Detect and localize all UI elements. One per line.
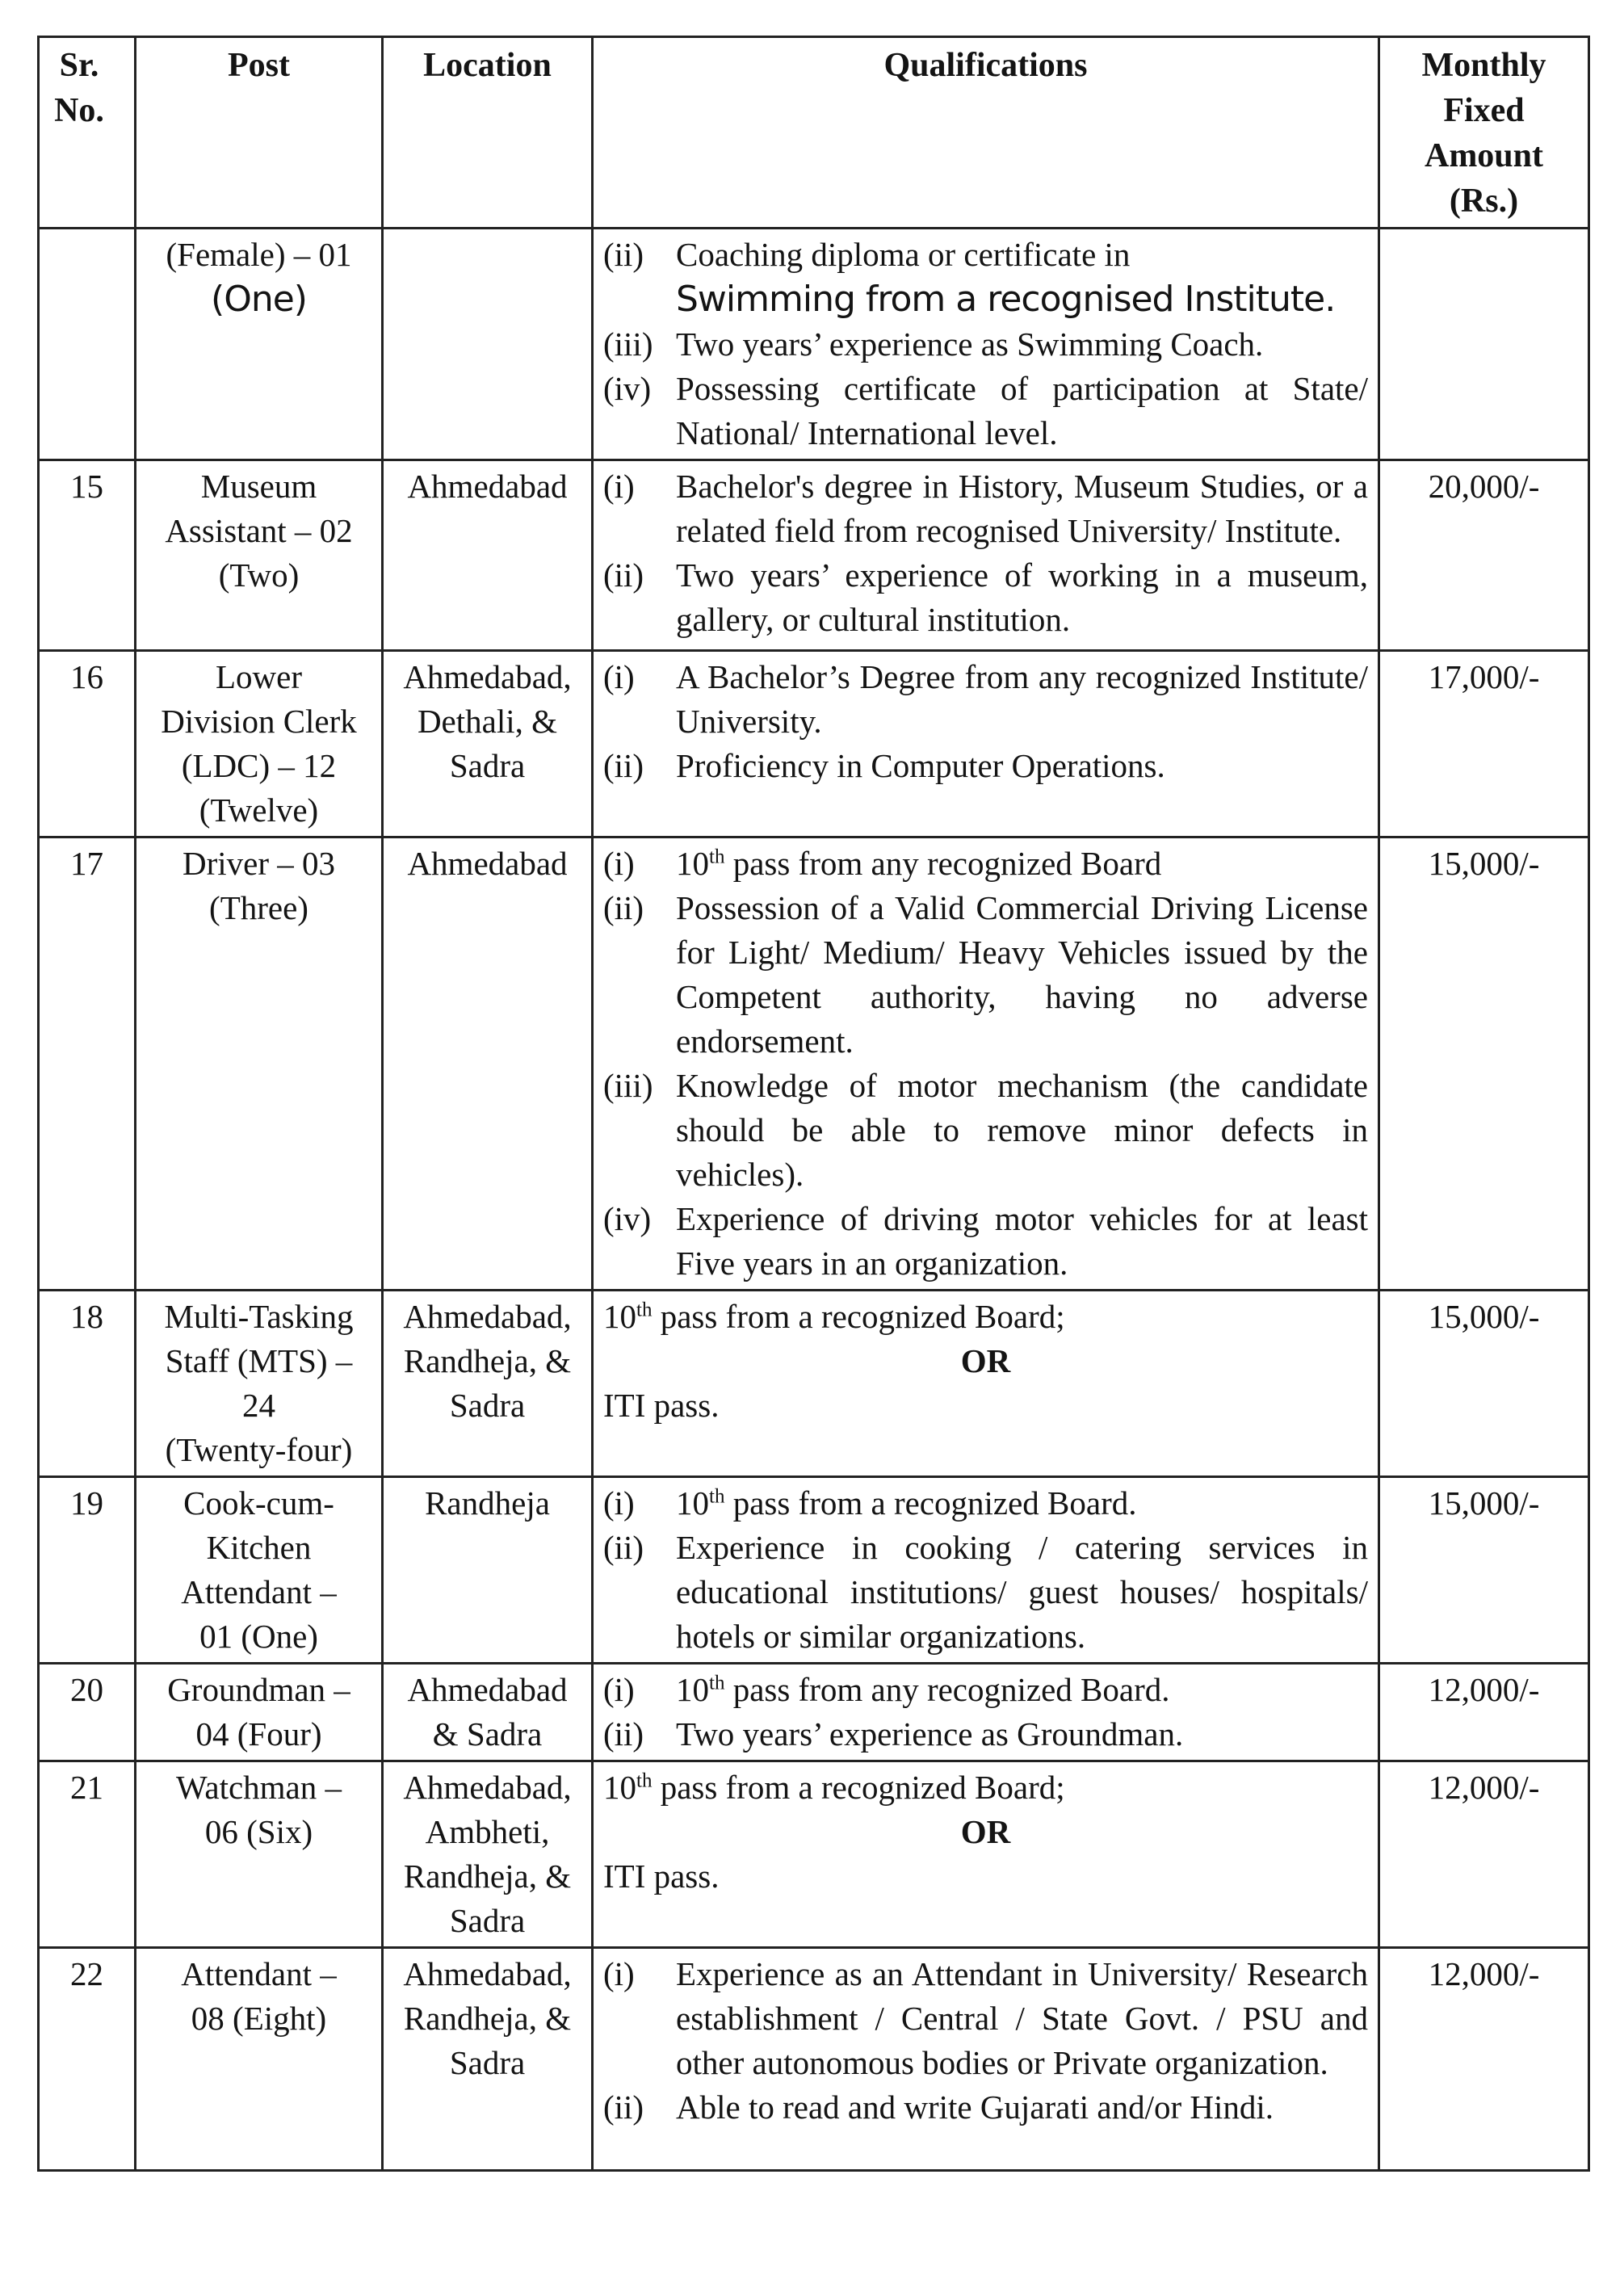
post-line: Lower [215,658,302,695]
ordinal-suffix: th [636,1299,653,1321]
qualification-marker: (ii) [603,1715,644,1753]
header-post: Post [136,37,383,229]
qualification-text [676,1712,1368,1757]
qualification-text [676,464,1368,553]
qualification-marker: (i) [603,658,635,695]
sr-no-cell: 21 [39,1761,136,1948]
qualification-marker: (ii) [603,747,644,784]
sr-no-cell: 17 [39,837,136,1291]
location-cell: Ahmedabad, Randheja, & Sadra [383,1291,593,1477]
qualification-marker: (iv) [603,370,652,407]
post-line: (LDC) – 12 [181,747,337,784]
amount-cell: 12,000/- [1379,1664,1589,1761]
table-row [39,1291,1589,1477]
post-line: (Twelve) [199,791,319,829]
alternative-text: pass from a recognized Board; [652,1298,1065,1335]
qualification-item [603,1668,1368,1712]
post-cell [136,460,383,651]
ordinal-number: 10 [603,1298,636,1335]
qualification-text [676,1526,1368,1659]
qualification-text-main: Possession of a Valid Commercial Driving License for Light/ Medium/ Heavy Vehicles issued by the Competent authority, having no adverse endorsement. [676,889,1368,1060]
recruitment-table [37,36,1590,2172]
qualification-text [676,233,1368,322]
post-line: Multi-Tasking [164,1298,354,1335]
qualifications-cell [593,651,1379,837]
amount-cell [1379,229,1589,460]
post-line: Kitchen [206,1529,312,1566]
qualification-text-main: Possessing certificate of participation at State/ National/ International level. [676,370,1368,451]
qualification-text [676,842,1368,886]
qualification-text [676,367,1368,455]
qualification-marker: (ii) [603,1529,644,1566]
qualifications-cell [593,460,1379,651]
amount-cell: 15,000/- [1379,1477,1589,1664]
location-cell [383,229,593,460]
ordinal-suffix: th [709,1485,725,1508]
qualification-text-main: Experience of driving motor vehicles for at least Five years in an organization. [676,1200,1368,1282]
location-cell: Ahmedabad, Ambheti, Randheja, & Sadra [383,1761,593,1948]
ordinal-number: 10 [676,845,709,882]
table-body [39,229,1589,2171]
qualifications-cell [593,1761,1379,1948]
qualification-text-rest: pass from a recognized Board. [724,1484,1137,1522]
post-line: 24 [242,1387,275,1424]
qualification-item [603,322,1368,367]
qualifications-cell [593,1291,1379,1477]
ordinal-number: 10 [676,1484,709,1522]
post-cell [136,1948,383,2171]
post-cell [136,1761,383,1948]
alternative-line-1 [603,1295,1368,1339]
post-line: (Two) [218,556,300,594]
amount-cell: 17,000/- [1379,651,1589,837]
sr-no-cell: 19 [39,1477,136,1664]
qualification-text [676,1668,1368,1712]
qualification-text-main: Knowledge of motor mechanism (the candidate should be able to remove minor defects in vehicles). [676,1067,1368,1193]
qualification-marker: (i) [603,1671,635,1708]
qualification-item [603,464,1368,553]
qualification-text-main: A Bachelor’s Degree from any recognized Institute/ University. [676,658,1368,740]
amount-cell: 15,000/- [1379,837,1589,1291]
qualification-item [603,1526,1368,1659]
sr-no-cell: 18 [39,1291,136,1477]
qualifications-cell [593,837,1379,1291]
post-line: Attendant – [181,1573,337,1610]
post-line: Division Clerk [161,703,357,740]
post-cell [136,651,383,837]
sr-no-cell: 15 [39,460,136,651]
header-amount: Monthly Fixed Amount (Rs.) [1379,37,1589,229]
post-line: (One) [211,279,307,320]
ordinal-suffix: th [709,1672,725,1694]
location-cell: Ahmedabad & Sadra [383,1664,593,1761]
table-row [39,1948,1589,2171]
post-cell [136,1291,383,1477]
qualification-text [676,655,1368,744]
qualification-item [603,553,1368,642]
ordinal-suffix: th [709,846,725,868]
qualification-item [603,886,1368,1064]
qualification-item [603,1952,1368,2085]
qualification-marker: (ii) [603,236,644,273]
qualification-item [603,2085,1368,2130]
qualification-text-rest: pass from any recognized Board [724,845,1162,882]
post-line: 06 (Six) [204,1813,313,1850]
header-qualifications: Qualifications [593,37,1379,229]
qualification-text-main: Bachelor's degree in History, Museum Studies, or a related field from recognised University/ Institute. [676,468,1368,549]
amount-cell: 12,000/- [1379,1948,1589,2171]
qualification-text [676,322,1368,367]
qualification-text [676,886,1368,1064]
table-row [39,1761,1589,1948]
qualification-text-handwritten: Swimming from a recognised Institute. [676,279,1336,320]
location-cell: Ahmedabad, Randheja, & Sadra [383,1948,593,2171]
sr-no-cell [39,229,136,460]
post-line: Attendant – [181,1955,337,1992]
location-cell: Ahmedabad [383,837,593,1291]
ordinal-suffix: th [636,1769,653,1792]
qualifications-cell [593,1948,1379,2171]
qualification-text-main: Experience as an Attendant in University/ Research establishment / Central / State Govt. / PSU and other autonomous bodies or Private organization. [676,1955,1368,2081]
header-location: Location [383,37,593,229]
qualification-marker: (iii) [603,325,653,363]
qualification-text-main: Two years’ experience of working in a museum, gallery, or cultural institution. [676,556,1368,638]
qualification-marker: (iii) [603,1067,653,1104]
table-row [39,229,1589,460]
qualification-marker: (ii) [603,556,644,594]
qualification-text-rest: pass from any recognized Board. [724,1671,1170,1708]
qualification-item [603,744,1368,788]
table-row [39,460,1589,651]
ordinal-number: 10 [676,1671,709,1708]
qualification-text-main: Experience in cooking / catering services in educational institutions/ guest houses/ hospitals/ hotels or similar organizations. [676,1529,1368,1655]
post-line: Cook-cum- [183,1484,334,1522]
post-cell [136,1477,383,1664]
qualification-marker: (ii) [603,2088,644,2126]
qualification-marker: (i) [603,1955,635,1992]
post-line: 01 (One) [199,1618,318,1655]
qualifications-cell [593,1664,1379,1761]
alternative-line-2: ITI pass. [603,1858,720,1895]
header-sr-no-text: Sr. No. [54,47,104,129]
or-separator: OR [960,1813,1011,1850]
qualification-marker: (ii) [603,889,644,926]
qualifications-cell [593,1477,1379,1664]
amount-cell: 20,000/- [1379,460,1589,651]
table-header-row [39,37,1589,229]
amount-cell: 15,000/- [1379,1291,1589,1477]
qualification-marker: (iv) [603,1200,652,1237]
qualification-item [603,233,1368,322]
post-cell [136,837,383,1291]
alternative-text: pass from a recognized Board; [652,1769,1065,1806]
table-row [39,651,1589,837]
qualification-item [603,842,1368,886]
table-row [39,1664,1589,1761]
qualification-marker: (i) [603,468,635,505]
qualification-item [603,1712,1368,1757]
qualification-text-main: Two years’ experience as Swimming Coach. [676,325,1264,363]
or-separator: OR [960,1342,1011,1379]
sr-no-cell: 16 [39,651,136,837]
qualification-text [676,1197,1368,1286]
post-line: Groundman – [167,1671,350,1708]
qualification-text [676,553,1368,642]
qualification-item [603,1197,1368,1286]
qualification-marker: (i) [603,845,635,882]
table-row [39,1477,1589,1664]
qualification-item [603,655,1368,744]
post-line: (Female) – 01 [166,236,352,273]
alternative-line-2: ITI pass. [603,1387,720,1424]
post-line: Watchman – [175,1769,342,1806]
post-line: Staff (MTS) – [165,1342,353,1379]
qualification-text [676,2085,1368,2130]
post-line: Museum [200,468,317,505]
qualification-marker: (i) [603,1484,635,1522]
table-row [39,837,1589,1291]
post-cell [136,229,383,460]
qualification-text [676,1481,1368,1526]
qualification-text [676,1952,1368,2085]
qualification-text-main: Proficiency in Computer Operations. [676,747,1165,784]
post-line: (Twenty-four) [165,1431,353,1468]
post-cell [136,1664,383,1761]
qualification-text [676,744,1368,788]
post-line: 08 (Eight) [191,2000,327,2037]
sr-no-cell: 22 [39,1948,136,2171]
qualification-item [603,1064,1368,1197]
sr-no-cell: 20 [39,1664,136,1761]
location-cell: Ahmedabad, Dethali, & Sadra [383,651,593,837]
qualification-item [603,1481,1368,1526]
ordinal-number: 10 [603,1769,636,1806]
qualification-text [676,1064,1368,1197]
amount-cell: 12,000/- [1379,1761,1589,1948]
location-cell: Randheja [383,1477,593,1664]
post-line: (Three) [209,889,308,926]
qualifications-cell [593,229,1379,460]
post-line: Assistant – 02 [165,512,353,549]
post-line: Driver – 03 [182,845,335,882]
post-line: 04 (Four) [195,1715,322,1753]
qualification-text-main: Two years’ experience as Groundman. [676,1715,1184,1753]
location-cell: Ahmedabad [383,460,593,651]
qualification-text-main: Coaching diploma or certificate in [676,236,1131,273]
qualification-item [603,367,1368,455]
alternative-line-1 [603,1765,1368,1810]
qualification-text-main: Able to read and write Gujarati and/or Hindi. [676,2088,1274,2126]
header-sr-no [39,37,136,229]
